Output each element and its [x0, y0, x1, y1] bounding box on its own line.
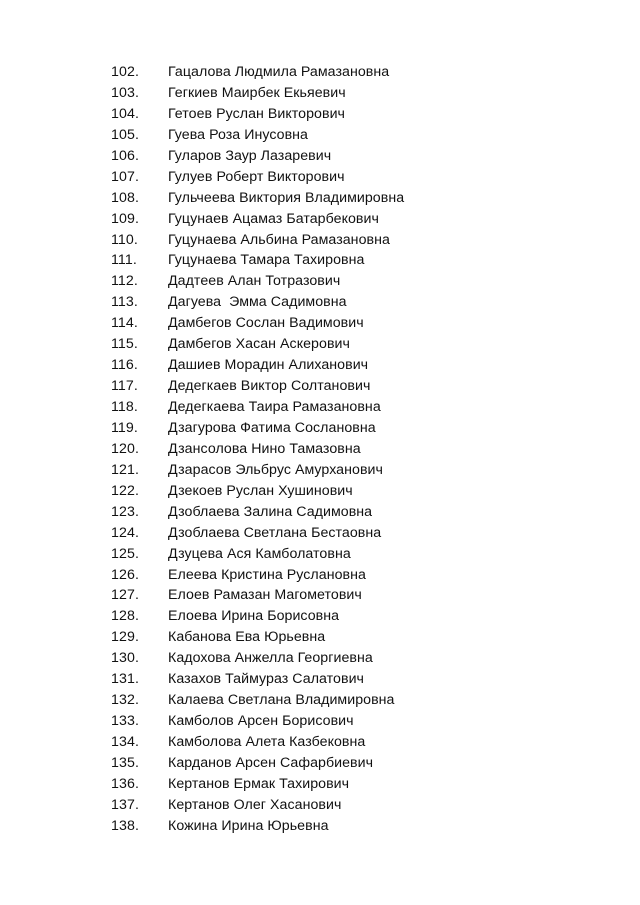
list-item [0, 125, 640, 146]
list-item [0, 711, 640, 732]
list-item [0, 732, 640, 753]
entry-number: 103. [111, 84, 140, 101]
list-item [0, 250, 640, 271]
entry-number: 116. [111, 357, 138, 374]
entry-number: 110. [111, 231, 138, 248]
list-item [0, 565, 640, 586]
entry-number: 102. [111, 64, 140, 80]
list-item [0, 418, 640, 439]
entry-number: 132. [111, 692, 140, 709]
list-item [0, 397, 640, 418]
entry-name: Дзансолова Нино Тамазовна [168, 440, 361, 457]
entry-name: Елеева Кристина Руслановна [168, 566, 366, 583]
entry-number: 118. [111, 399, 138, 415]
entry-number: 113. [111, 294, 138, 311]
list-item [0, 146, 640, 167]
entry-name: Дзагурова Фатима Сослановна [168, 419, 376, 436]
list-item [0, 648, 640, 669]
list-item [0, 502, 640, 523]
list-item [0, 355, 640, 376]
list-item [0, 795, 640, 816]
entry-name: Гуцунаев Ацамаз Батарбекович [168, 210, 379, 227]
list-item [0, 271, 640, 292]
entry-name: Дзекоев Руслан Хушинович [168, 482, 353, 499]
name-list [0, 62, 640, 837]
entry-number: 131. [111, 671, 140, 688]
entry-name: Калаева Светлана Владимировна [168, 692, 395, 709]
list-item [0, 334, 640, 355]
list-item [0, 544, 640, 565]
list-item [0, 188, 640, 209]
entry-name: Дзарасов Эльбрус Амурханович [168, 461, 383, 478]
list-item [0, 523, 640, 544]
entry-number: 107. [111, 168, 140, 185]
entry-name: Дамбегов Хасан Аскерович [168, 336, 350, 353]
entry-name: Дедегкаев Виктор Солтанович [168, 378, 371, 395]
list-item [0, 606, 640, 627]
entry-number: 136. [111, 775, 140, 792]
entry-number: 111. [111, 252, 137, 269]
entry-number: 119. [111, 419, 138, 436]
entry-name: Гегкиев Маирбек Екьяевич [168, 84, 346, 101]
entry-name: Елоева Ирина Борисовна [168, 608, 340, 625]
list-item [0, 83, 640, 104]
entry-name: Кожина Ирина Юрьевна [168, 817, 329, 834]
entry-name: Гуцунаева Альбина Рамазановна [168, 231, 390, 248]
entry-name: Гуцунаева Тамара Тахировна [168, 252, 365, 269]
entry-name: Камболов Арсен Борисович [168, 713, 354, 730]
entry-number: 117. [111, 378, 138, 395]
list-item [0, 62, 640, 83]
entry-name: Елоев Рамазан Магометович [168, 587, 362, 604]
list-item [0, 690, 640, 711]
entry-number: 130. [111, 650, 140, 667]
entry-number: 129. [111, 629, 140, 646]
entry-number: 105. [111, 126, 140, 143]
entry-name: Гуева Роза Инусовна [168, 126, 308, 143]
entry-number: 120. [111, 440, 140, 457]
list-item [0, 585, 640, 606]
entry-number: 125. [111, 545, 140, 562]
entry-number: 137. [111, 796, 140, 813]
entry-number: 126. [111, 566, 140, 583]
entry-name: Дадтеев Алан Тотразович [168, 273, 341, 290]
entry-number: 122. [111, 482, 140, 499]
entry-number: 128. [111, 608, 140, 625]
list-item [0, 774, 640, 795]
entry-number: 124. [111, 524, 140, 541]
entry-number: 123. [111, 503, 140, 520]
entry-number: 108. [111, 189, 140, 206]
entry-name: Кадохова Анжелла Георгиевна [168, 650, 373, 667]
entry-name: Камболова Алета Казбековна [168, 734, 366, 750]
entry-number: 134. [111, 734, 140, 750]
list-item [0, 209, 640, 230]
list-item [0, 292, 640, 313]
entry-name: Дамбегов Сослан Вадимович [168, 315, 364, 332]
entry-name: Кертанов Олег Хасанович [168, 796, 342, 813]
entry-number: 138. [111, 817, 140, 834]
entry-name: Гульчеева Виктория Владимировна [168, 189, 405, 206]
list-item [0, 753, 640, 774]
list-item [0, 669, 640, 690]
entry-name: Дедегкаева Таира Рамазановна [168, 399, 381, 415]
list-item [0, 481, 640, 502]
entry-name: Дзоблаева Залина Садимовна [168, 503, 373, 520]
entry-name: Дагуева Эмма Садимовна [168, 294, 347, 311]
list-item [0, 627, 640, 648]
entry-name: Дашиев Морадин Алиханович [168, 357, 369, 374]
entry-name: Гетоев Руслан Викторович [168, 105, 346, 122]
entry-name: Кабанова Ева Юрьевна [168, 629, 326, 646]
entry-name: Дзуцева Ася Камболатовна [168, 545, 351, 562]
entry-number: 112. [111, 273, 138, 290]
list-item [0, 104, 640, 125]
entry-name: Кертанов Ермак Тахирович [168, 775, 350, 792]
entry-name: Карданов Арсен Сафарбиевич [168, 754, 374, 771]
entry-number: 133. [111, 713, 140, 730]
entry-name: Дзоблаева Светлана Бестаовна [168, 524, 382, 541]
entry-name: Гацалова Людмила Рамазановна [168, 64, 390, 80]
entry-name: Гуларов Заур Лазаревич [168, 147, 332, 164]
list-item [0, 230, 640, 251]
list-item [0, 313, 640, 334]
entry-number: 106. [111, 147, 140, 164]
list-item [0, 439, 640, 460]
entry-name: Гулуев Роберт Викторович [168, 168, 345, 185]
entry-number: 104. [111, 105, 140, 122]
list-item [0, 460, 640, 481]
entry-name: Казахов Таймураз Салатович [168, 671, 364, 688]
entry-number: 135. [111, 754, 140, 771]
list-item [0, 376, 640, 397]
list-item [0, 167, 640, 188]
entry-number: 115. [111, 336, 138, 353]
entry-number: 109. [111, 210, 140, 227]
entry-number: 121. [111, 461, 140, 478]
entry-number: 114. [111, 315, 138, 332]
entry-number: 127. [111, 587, 140, 604]
list-item [0, 816, 640, 837]
